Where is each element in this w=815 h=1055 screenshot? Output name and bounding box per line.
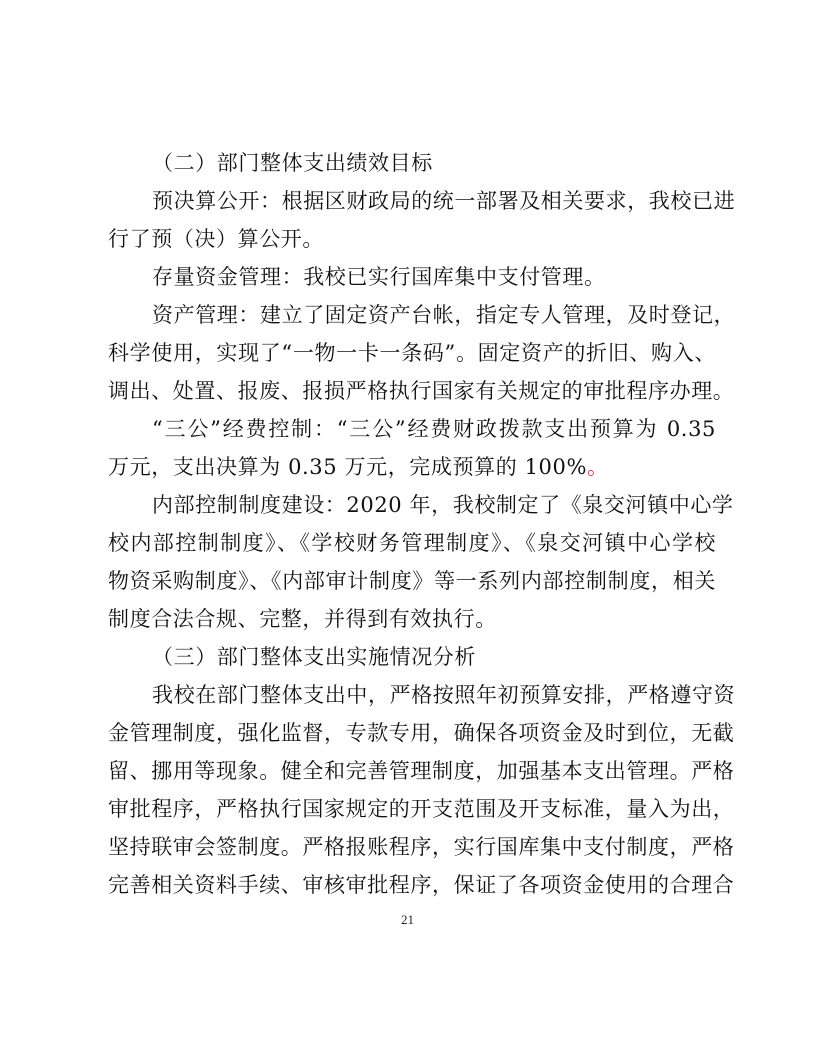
paragraph-internal-control-line-4: 制度合法合规、完整，并得到有效执行。 bbox=[108, 607, 497, 631]
paragraph-budget-public-line-2: 行了预（决）算公开。 bbox=[108, 227, 324, 251]
paragraph-implementation-line-4: 审批程序，严格执行国家规定的开支范围及开支标准，量入为出， bbox=[108, 797, 735, 821]
paragraph-internal-control-line-2: 校内部控制制度》、《学校财务管理制度》、《泉交河镇中心学校 bbox=[108, 531, 716, 555]
section-heading-3: （三）部门整体支出实施情况分析 bbox=[152, 645, 476, 669]
paragraph-three-public-line-2-text: 万元，支出决算为 0.35 万元，完成预算的 100% bbox=[108, 455, 588, 479]
paragraph-asset-mgmt-line-3: 调出、处置、报废、报损严格执行国家有关规定的审批程序办理。 bbox=[108, 379, 735, 403]
paragraph-internal-control-line-1: 内部控制制度建设：2020 年，我校制定了《泉交河镇中心学 bbox=[152, 493, 734, 517]
section-heading-2: （二）部门整体支出绩效目标 bbox=[152, 151, 433, 175]
paragraph-implementation-line-2: 金管理制度，强化监督，专款专用，确保各项资金及时到位，无截 bbox=[108, 721, 735, 745]
paragraph-implementation-line-1: 我校在部门整体支出中，严格按照年初预算安排，严格遵守资 bbox=[152, 683, 736, 707]
paragraph-three-public-red-mark: 。 bbox=[587, 455, 609, 479]
page-number: 21 bbox=[401, 912, 414, 927]
paragraph-asset-mgmt-line-1: 资产管理：建立了固定资产台帐，指定专人管理，及时登记， bbox=[152, 303, 736, 327]
paragraph-implementation-line-3: 留、挪用等现象。健全和完善管理制度，加强基本支出管理。严格 bbox=[108, 759, 735, 783]
paragraph-three-public-line-1: “三公”经费控制：“三公”经费财政拨款支出预算为 0.35 bbox=[152, 417, 716, 441]
paragraph-implementation-line-5: 坚持联审会签制度。严格报账程序，实行国库集中支付制度，严格 bbox=[108, 835, 735, 859]
paragraph-implementation-line-6: 完善相关资料手续、审核审批程序，保证了各项资金使用的合理合 bbox=[108, 873, 735, 897]
paragraph-internal-control-line-3: 物资采购制度》、《内部审计制度》等一系列内部控制制度，相关 bbox=[108, 569, 716, 593]
paragraph-three-public-line-2 bbox=[108, 451, 716, 483]
paragraph-asset-mgmt-line-2: 科学使用，实现了“一物一卡一条码”。固定资产的折旧、购入、 bbox=[108, 341, 716, 365]
paragraph-budget-public-line-1: 预决算公开：根据区财政局的统一部署及相关要求，我校已进 bbox=[152, 189, 736, 213]
paragraph-stock-funds-line-1: 存量资金管理：我校已实行国库集中支付管理。 bbox=[152, 265, 606, 289]
